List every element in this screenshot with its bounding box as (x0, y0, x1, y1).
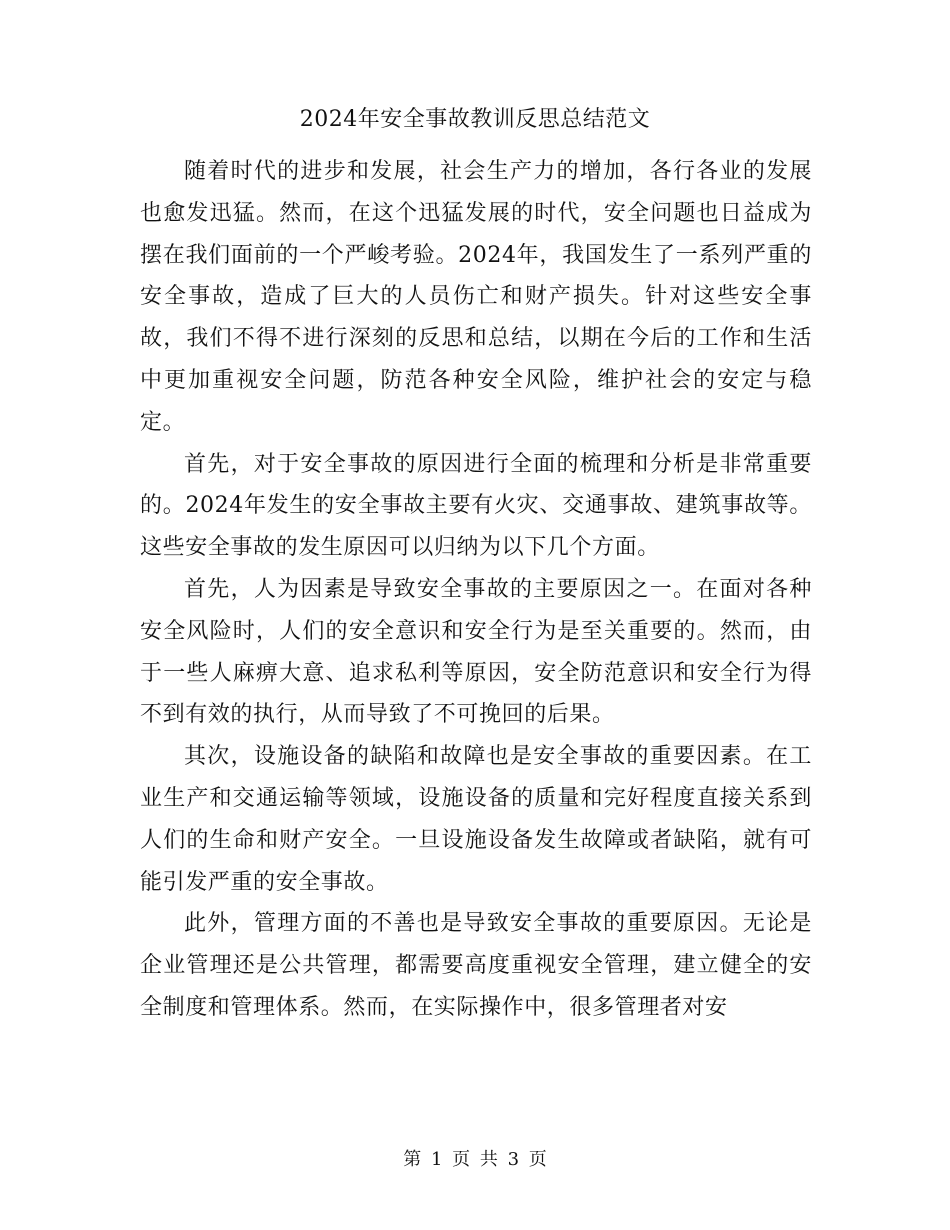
paragraph-3: 首先，人为因素是导致安全事故的主要原因之一。在面对各种安全风险时，人们的安全意识和安全行为是至关重要的。然而，由于一些人麻痹大意、追求私利等原因，安全防范意识和安全行为得不到有效的执行，从而导致了不可挽回的后果。 (140, 576, 812, 728)
paragraph-2: 首先，对于安全事故的原因进行全面的梳理和分析是非常重要的。2024年发生的安全事故主要有火灾、交通事故、建筑事故等。这些安全事故的发生原因可以归纳为以下几个方面。 (140, 451, 812, 561)
paragraph-4: 其次，设施设备的缺陷和故障也是安全事故的重要因素。在工业生产和交通运输等领域，设施设备的质量和完好程度直接关系到人们的生命和财产安全。一旦设施设备发生故障或者缺陷，就有可能引发严重的安全事故。 (140, 744, 812, 895)
paragraph-5: 此外，管理方面的不善也是导致安全事故的重要原因。无论是企业管理还是公共管理，都需要高度重视安全管理，建立健全的安全制度和管理体系。然而，在实际操作中，很多管理者对安 (140, 911, 812, 1020)
document-body (140, 151, 812, 1029)
document-title: 2024年安全事故教训反思总结范文 (299, 107, 651, 132)
paragraph-1: 随着时代的进步和发展，社会生产力的增加，各行各业的发展也愈发迅猛。然而，在这个迅猛发展的时代，安全问题也日益成为摆在我们面前的一个严峻考验。2024年，我国发生了一系列严重的安全事故，造成了巨大的人员伤亡和财产损失。针对这些安全事故，我们不得不进行深刻的反思和总结，以期在今后的工作和生活中更加重视安全问题，防范各种安全风险，维护社会的安定与稳定。 (140, 159, 812, 435)
page-number-footer: 第 1 页 共 3 页 (403, 1149, 547, 1170)
